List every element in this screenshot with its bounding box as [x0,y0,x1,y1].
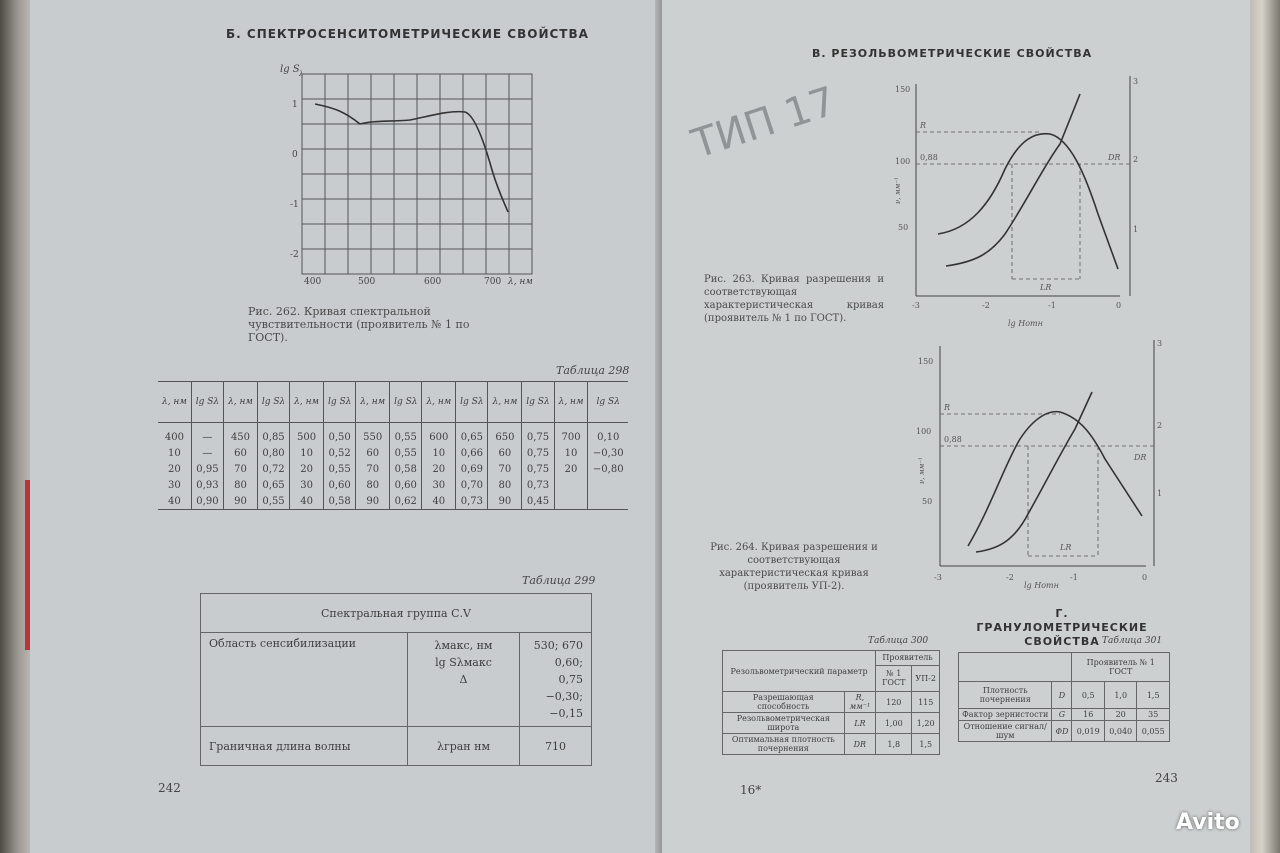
table-cell: 600 [422,423,456,446]
right-tick-label: 1 [1157,489,1163,498]
figure-263-chart [890,64,1140,334]
x-tick-label: 0 [1142,573,1148,582]
table-cell: −0,30 [588,445,628,461]
table-cell: 10 [422,445,456,461]
x-tick-label: -2 [1006,573,1014,582]
table-cell: 10 [168,447,181,459]
table-cell: 30 [290,477,324,493]
label-lr: LR [1060,543,1072,552]
table-cell: 90 [224,493,258,510]
table-cell: 0,50 [324,423,356,446]
y-tick-label: 50 [898,223,909,232]
snr-value: 0,055 [1137,721,1170,742]
table-cell: 700 [554,423,588,446]
table-300-param-header: Резольвометрический параметр [723,651,876,692]
table-cell [588,477,628,493]
table-cell: 90 [356,493,390,510]
label-088: 0,88 [944,435,962,444]
table-cell: 0,85 [257,423,289,446]
table-298 [158,381,628,510]
table-cell: 1,00 [876,713,912,734]
table-cell: 90 [488,493,522,510]
x-tick-label: 500 [358,277,376,287]
table-cell: 80 [488,477,522,493]
table-header-cell: λ, нм [290,382,324,423]
density-label: Плотность почернения [959,682,1052,709]
table-header-cell: lg Sλ [522,382,554,423]
table-cell [588,493,628,510]
table-cell: 0,65 [257,477,289,493]
value-lambda-max: 530; 670 [533,639,583,652]
table-cell: 1,5 [912,734,940,755]
table-cell: 20 [290,461,324,477]
table-cell: 0,55 [390,423,422,446]
section-heading-resolving: В. РЕЗОЛЬВОМЕТРИЧЕСКИЕ СВОЙСТВА [812,47,1093,60]
x-tick-label: -1 [1048,301,1056,310]
x-tick-label: -3 [912,301,920,310]
table-cell: 60 [488,445,522,461]
y-axis-label: ν, мм⁻¹ [894,177,902,204]
x-tick-label: 700 [484,277,502,287]
value-lgs-max: 0,60; 0,75 [554,656,583,686]
label-r: R [920,121,927,130]
table-cell: 0,93 [191,477,223,493]
y-tick-label: 150 [918,357,934,366]
value-delta: −0,30; −0,15 [545,690,583,720]
table-cell: 0,75 [522,461,554,477]
y-tick-label: 1 [292,100,298,110]
table-cell: 60 [224,445,258,461]
table-298-body [158,423,628,510]
table-cell: 0,75 [522,423,554,446]
table-row [723,734,940,755]
x-tick-label: 0 [1116,301,1122,310]
table-cell: 30 [422,477,456,493]
table-cell: 30 [168,479,181,491]
table-cell: 0,65 [456,423,488,446]
x-axis-label: lg Hотн [1024,581,1059,590]
figure-264-chart [910,334,1163,604]
table-cell: 450 [224,423,258,446]
table-header-cell: λ, нм [422,382,456,423]
sensitization-params [408,633,520,727]
table-cell: 0,95 [191,461,223,477]
label-dr: DR [1134,453,1147,462]
y-tick-label: -1 [290,200,299,210]
book-edge-right [1250,0,1280,853]
table-cell: 70 [356,461,390,477]
table-cell: 0,73 [522,477,554,493]
cutoff-wavelength-label: Граничная длина волны [201,727,408,766]
y-tick-label: 50 [922,497,933,506]
param-delta: Δ [459,673,468,686]
table-cell: 20 [168,463,181,475]
y-axis-label: ν, мм⁻¹ [918,457,926,484]
table-cell: 0,73 [456,493,488,510]
density-value: 0,5 [1072,682,1104,709]
table-header-cell: lg Sλ [456,382,488,423]
snr-value: 0,040 [1104,721,1136,742]
y-tick-label: -2 [290,250,299,260]
table-row [158,423,628,446]
density-value: 1,0 [1104,682,1136,709]
figure-264-caption: Рис. 264. Кривая разрешения и соответствующая характеристическая кривая (проявитель УП-2). [710,542,878,592]
table-300-label: Таблица 300 [868,636,929,646]
table-cell: 0,69 [456,461,488,477]
table-300 [722,650,940,755]
x-tick-label: 600 [424,277,442,287]
label-lr: LR [1040,283,1052,292]
table-cell: 40 [422,493,456,510]
section-heading-granulometric: Г. ГРАНУЛОМЕТРИЧЕСКИЕ СВОЙСТВА [976,607,1148,648]
right-tick-label: 2 [1157,421,1163,430]
axes [940,340,1154,566]
table-cell: 0,55 [257,493,289,510]
x-tick-label: 400 [304,277,322,287]
table-cell: 0,70 [456,477,488,493]
table-cell: 0,60 [324,477,356,493]
table-row [158,461,628,477]
page-number-left: 242 [158,781,181,795]
param-lgs-max: lg Sλмакс [435,656,492,669]
table-header-cell: λ, нм [356,382,390,423]
left-page [30,0,662,853]
cutoff-wavelength-param: λгран нм [408,727,520,766]
table-300-body [723,692,940,755]
chart-grid [302,74,532,274]
table-cell: 0,55 [390,445,422,461]
table-cell: 1,20 [912,713,940,734]
density-symbol: D [1052,682,1072,709]
table-cell: 0,75 [522,445,554,461]
table-cell: 120 [876,692,912,713]
axes [916,76,1130,296]
table-cell: Резольвометрическая широта [723,713,845,734]
table-cell: 550 [356,423,390,446]
table-header-cell: λ, нм [488,382,522,423]
grain-symbol: G [1052,709,1072,721]
table-300-developer-header: Проявитель [876,651,940,666]
table-301-label: Таблица 301 [1102,636,1163,646]
table-300-dev2: УП-2 [912,665,940,691]
table-header-cell: lg Sλ [588,382,628,423]
grain-label: Фактор зернистости [959,709,1052,721]
x-tick-label: -3 [934,573,942,582]
table-cell: 70 [224,461,258,477]
y-tick-label: 150 [895,85,911,94]
figure-262-caption: Рис. 262. Кривая спектральной чувствительности (проявитель № 1 по ГОСТ). [248,305,470,344]
characteristic-curve [976,392,1092,552]
table-cell [554,477,588,493]
label-r: R [944,403,951,412]
table-header-cell: lg Sλ [390,382,422,423]
resolution-curve [968,412,1142,546]
table-301 [958,652,1170,742]
table-row [158,477,628,493]
right-tick-label: 2 [1133,155,1139,164]
table-row [158,445,628,461]
density-value: 1,5 [1137,682,1170,709]
y-tick-label: 100 [895,157,911,166]
table-cell: 0,62 [390,493,422,510]
table-header-cell: λ, нм [554,382,588,423]
snr-symbol: ΦD [1052,721,1072,742]
table-cell: Оптимальная плотность почернения [723,734,845,755]
table-cell: 0,66 [456,445,488,461]
sensitization-values [520,633,592,727]
y-axis-label: lg S [280,64,300,75]
table-cell: 500 [290,423,324,446]
table-cell: R, мм⁻¹ [844,692,875,713]
cutoff-wavelength-value: 710 [520,727,592,766]
table-cell: 10 [554,445,588,461]
grain-value: 35 [1137,709,1170,721]
table-cell: 0,52 [324,445,356,461]
table-cell: 70 [488,461,522,477]
table-cell: — [191,445,223,461]
table-cell: 0,10 [588,423,628,446]
table-header-cell: λ, нм [158,382,191,423]
snr-label: Отношение сигнал/шум [959,721,1052,742]
table-cell: 40 [290,493,324,510]
table-301-developer-header: Проявитель № 1 ГОСТ [1072,653,1170,682]
table-299 [200,593,592,766]
table-cell: DR [844,734,875,755]
table-cell: 115 [912,692,940,713]
handwritten-note: ТИП 17 [686,78,842,168]
figure-263-caption: Рис. 263. Кривая разрешения и соответствующая характеристическая кривая (проявитель № 1 по ГОСТ). [704,274,884,324]
snr-value: 0,019 [1072,721,1104,742]
x-tick-label: -2 [982,301,990,310]
table-cell: Разрешающая способность [723,692,845,713]
avito-watermark: Avito [1176,810,1240,835]
table-cell: 650 [488,423,522,446]
right-tick-label: 3 [1133,77,1139,86]
table-cell: 10 [290,445,324,461]
resolution-curve [938,134,1121,269]
table-cell [554,493,588,510]
spectral-sensitivity-curve [315,104,508,212]
table-cell: — [191,423,223,446]
table-row [723,713,940,734]
table-header-cell: lg Sλ [257,382,289,423]
table-header-cell: λ, нм [224,382,258,423]
spectral-group-title: Спектральная группа С.V [201,594,592,633]
table-cell: 20 [422,461,456,477]
sensitization-area-label: Область сенсибилизации [201,633,408,727]
table-cell: 80 [224,477,258,493]
figure-262-chart [240,60,560,285]
table-cell: 0,60 [390,477,422,493]
characteristic-curve [946,94,1080,266]
x-axis-label: lg Hотн [1008,319,1043,328]
table-row [158,493,628,510]
table-cell: 0,45 [522,493,554,510]
signature-mark: 16* [740,783,762,797]
section-heading-spectral: Б. СПЕКТРОСЕНСИТОМЕТРИЧЕСКИЕ СВОЙСТВА [226,27,589,41]
table-cell: 20 [554,461,588,477]
table-299-label: Таблица 299 [522,574,596,587]
table-298-label: Таблица 298 [556,364,630,377]
table-cell: −0,80 [588,461,628,477]
table-cell: 0,80 [257,445,289,461]
table-cell: 40 [168,495,181,507]
table-header-cell: lg Sλ [191,382,223,423]
table-row [723,692,940,713]
y-axis-label-subscript: λ [299,70,304,78]
table-cell: 0,72 [257,461,289,477]
table-cell: 0,58 [324,493,356,510]
y-tick-label: 0 [292,150,298,160]
x-tick-label: -1 [1070,573,1078,582]
table-header-row [158,382,628,423]
table-cell: LR [844,713,875,734]
table-header-cell: lg Sλ [324,382,356,423]
table-300-dev1: № 1 ГОСТ [876,665,912,691]
y-tick-label: 100 [916,427,932,436]
right-tick-label: 3 [1157,339,1163,348]
label-088: 0,88 [920,153,938,162]
table-cell: 400 [164,431,184,443]
table-cell: 0,90 [191,493,223,510]
grain-value: 20 [1104,709,1136,721]
x-axis-label: λ, нм [508,277,533,287]
table-cell: 1,8 [876,734,912,755]
table-cell: 0,58 [390,461,422,477]
page-number-right: 243 [1155,771,1178,785]
table-cell: 60 [356,445,390,461]
right-tick-label: 1 [1133,225,1139,234]
label-dr: DR [1108,153,1121,162]
table-cell: 80 [356,477,390,493]
param-lambda-max: λмакс, нм [434,639,493,652]
grain-value: 16 [1072,709,1104,721]
table-cell: 0,55 [324,461,356,477]
book-edge-left [0,0,30,853]
